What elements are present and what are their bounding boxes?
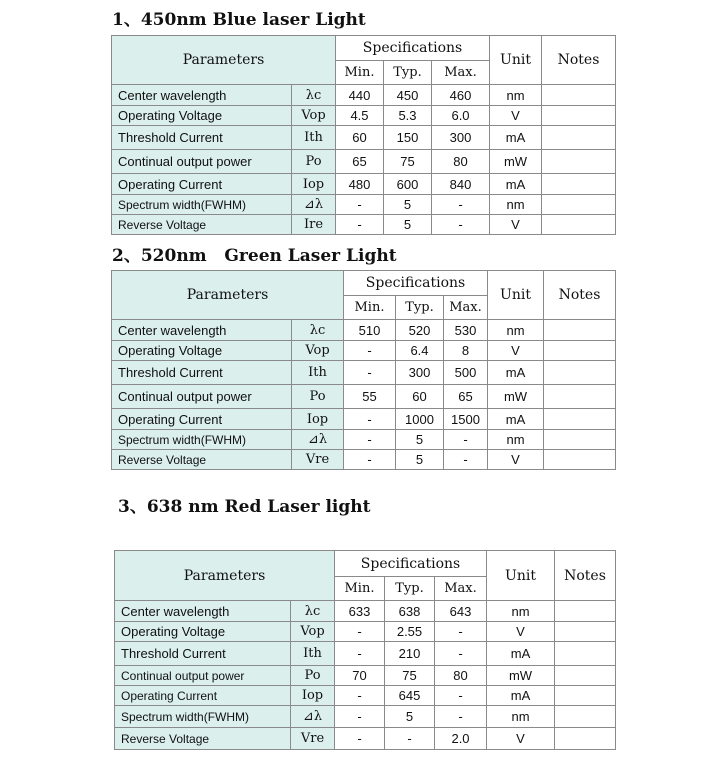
- table-row: [115, 666, 616, 686]
- value-typ: 2.55: [385, 622, 435, 642]
- value-min: -: [344, 450, 396, 470]
- param-name: Reverse Voltage: [112, 215, 292, 235]
- value-typ: 60: [396, 385, 444, 409]
- value-typ: 520: [396, 320, 444, 341]
- value-notes: [542, 126, 616, 150]
- param-symbol: Po: [292, 385, 344, 409]
- value-max: 2.0: [435, 728, 487, 750]
- section-title-blue: 1、450nm Blue laser Light: [112, 10, 366, 30]
- header-unit: Unit: [490, 36, 542, 85]
- value-max: 500: [444, 361, 488, 385]
- value-max: 80: [432, 150, 490, 174]
- value-max: 8: [444, 341, 488, 361]
- value-min: -: [335, 728, 385, 750]
- value-max: 65: [444, 385, 488, 409]
- value-min: 55: [344, 385, 396, 409]
- value-unit: mA: [487, 686, 555, 706]
- param-symbol: Ith: [292, 126, 336, 150]
- value-typ: 210: [385, 642, 435, 666]
- spec-table-green: [111, 270, 616, 470]
- value-min: 633: [335, 601, 385, 622]
- value-max: -: [432, 215, 490, 235]
- param-symbol: Vre: [291, 728, 335, 750]
- value-unit: mA: [490, 126, 542, 150]
- value-max: 300: [432, 126, 490, 150]
- value-max: 840: [432, 174, 490, 195]
- value-max: -: [435, 642, 487, 666]
- value-max: -: [435, 686, 487, 706]
- param-name: Spectrum width(FWHM): [112, 195, 292, 215]
- param-symbol: Vop: [291, 622, 335, 642]
- header-parameters: Parameters: [115, 551, 335, 601]
- value-max: 460: [432, 85, 490, 106]
- header-min: Min.: [335, 577, 385, 601]
- param-symbol: Ith: [291, 642, 335, 666]
- param-symbol: Po: [292, 150, 336, 174]
- value-typ: 450: [384, 85, 432, 106]
- value-max: 530: [444, 320, 488, 341]
- value-unit: nm: [490, 195, 542, 215]
- param-name: Operating Voltage: [115, 622, 291, 642]
- param-symbol: λc: [292, 85, 336, 106]
- param-name: Reverse Voltage: [112, 450, 292, 470]
- section-title-green: 2、520nm Green Laser Light: [112, 246, 397, 266]
- value-max: 6.0: [432, 106, 490, 126]
- value-min: 70: [335, 666, 385, 686]
- section-title-red: 3、638 nm Red Laser light: [118, 497, 371, 517]
- value-unit: mW: [488, 385, 544, 409]
- value-typ: 1000: [396, 409, 444, 430]
- value-unit: V: [487, 728, 555, 750]
- table-row: [112, 409, 616, 430]
- table-row: [112, 174, 616, 195]
- param-symbol: λc: [291, 601, 335, 622]
- param-name: Threshold Current: [112, 361, 292, 385]
- table-row: [115, 728, 616, 750]
- table-row: [112, 320, 616, 341]
- value-unit: nm: [490, 85, 542, 106]
- header-typ: Typ.: [384, 61, 432, 85]
- value-max: -: [444, 450, 488, 470]
- table-row: [112, 430, 616, 450]
- param-symbol: Ith: [292, 361, 344, 385]
- param-symbol: Vop: [292, 106, 336, 126]
- header-unit: Unit: [487, 551, 555, 601]
- param-name: Center wavelength: [112, 85, 292, 106]
- value-notes: [555, 622, 616, 642]
- value-notes: [542, 106, 616, 126]
- table-row: [115, 706, 616, 728]
- value-notes: [544, 320, 616, 341]
- value-min: 440: [336, 85, 384, 106]
- value-min: -: [344, 430, 396, 450]
- value-notes: [542, 150, 616, 174]
- table-row: [115, 622, 616, 642]
- value-unit: mA: [488, 409, 544, 430]
- param-symbol: Iop: [292, 174, 336, 195]
- value-unit: mA: [490, 174, 542, 195]
- value-min: -: [335, 642, 385, 666]
- table-row: [112, 195, 616, 215]
- param-name: Threshold Current: [115, 642, 291, 666]
- value-unit: V: [487, 622, 555, 642]
- param-name: Operating Voltage: [112, 106, 292, 126]
- param-symbol: Po: [291, 666, 335, 686]
- table-row: [112, 106, 616, 126]
- param-symbol: Vop: [292, 341, 344, 361]
- value-notes: [544, 450, 616, 470]
- value-min: -: [336, 195, 384, 215]
- value-typ: 5: [384, 215, 432, 235]
- param-symbol: Ire: [292, 215, 336, 235]
- value-max: 643: [435, 601, 487, 622]
- param-symbol: ⊿λ: [292, 430, 344, 450]
- table-row: [112, 150, 616, 174]
- value-unit: V: [488, 341, 544, 361]
- value-max: 80: [435, 666, 487, 686]
- value-min: 4.5: [336, 106, 384, 126]
- value-typ: 5: [384, 195, 432, 215]
- table-row: [115, 642, 616, 666]
- param-name: Spectrum width(FWHM): [112, 430, 292, 450]
- value-typ: 5: [396, 430, 444, 450]
- value-typ: -: [385, 728, 435, 750]
- param-name: Continual output power: [112, 150, 292, 174]
- header-parameters: Parameters: [112, 36, 336, 85]
- value-max: -: [432, 195, 490, 215]
- header-specifications: Specifications: [344, 271, 488, 296]
- value-typ: 75: [385, 666, 435, 686]
- value-typ: 150: [384, 126, 432, 150]
- param-name: Operating Voltage: [112, 341, 292, 361]
- param-symbol: ⊿λ: [291, 706, 335, 728]
- value-notes: [542, 215, 616, 235]
- param-name: Center wavelength: [112, 320, 292, 341]
- value-unit: mA: [487, 642, 555, 666]
- param-name: Operating Current: [115, 686, 291, 706]
- value-min: -: [335, 686, 385, 706]
- value-min: 60: [336, 126, 384, 150]
- header-notes: Notes: [555, 551, 616, 601]
- table-row: [112, 126, 616, 150]
- param-name: Threshold Current: [112, 126, 292, 150]
- table-row: [112, 341, 616, 361]
- value-unit: nm: [487, 706, 555, 728]
- table-row: [112, 85, 616, 106]
- value-notes: [555, 642, 616, 666]
- header-specifications: Specifications: [335, 551, 487, 577]
- value-notes: [555, 601, 616, 622]
- value-typ: 75: [384, 150, 432, 174]
- value-notes: [544, 341, 616, 361]
- value-min: 510: [344, 320, 396, 341]
- header-notes: Notes: [544, 271, 616, 320]
- param-name: Reverse Voltage: [115, 728, 291, 750]
- header-notes: Notes: [542, 36, 616, 85]
- value-typ: 5: [385, 706, 435, 728]
- value-typ: 5: [396, 450, 444, 470]
- value-min: -: [335, 706, 385, 728]
- value-unit: V: [490, 106, 542, 126]
- param-name: Continual output power: [115, 666, 291, 686]
- param-name: Continual output power: [112, 385, 292, 409]
- header-max: Max.: [432, 61, 490, 85]
- header-unit: Unit: [488, 271, 544, 320]
- header-min: Min.: [336, 61, 384, 85]
- param-symbol: ⊿λ: [292, 195, 336, 215]
- value-min: -: [335, 622, 385, 642]
- param-name: Center wavelength: [115, 601, 291, 622]
- param-name: Operating Current: [112, 174, 292, 195]
- value-typ: 638: [385, 601, 435, 622]
- table-row: [112, 450, 616, 470]
- table-row: [115, 601, 616, 622]
- value-unit: V: [488, 450, 544, 470]
- header-min: Min.: [344, 296, 396, 320]
- value-unit: nm: [488, 430, 544, 450]
- value-notes: [544, 385, 616, 409]
- value-notes: [544, 430, 616, 450]
- value-max: -: [444, 430, 488, 450]
- param-symbol: Iop: [292, 409, 344, 430]
- value-typ: 5.3: [384, 106, 432, 126]
- value-notes: [544, 361, 616, 385]
- value-notes: [555, 666, 616, 686]
- value-typ: 600: [384, 174, 432, 195]
- value-notes: [555, 686, 616, 706]
- value-notes: [542, 85, 616, 106]
- value-typ: 300: [396, 361, 444, 385]
- spec-table-red: [114, 550, 616, 750]
- header-max: Max.: [444, 296, 488, 320]
- table-row: [112, 215, 616, 235]
- value-notes: [555, 706, 616, 728]
- value-unit: mA: [488, 361, 544, 385]
- param-name: Operating Current: [112, 409, 292, 430]
- header-typ: Typ.: [396, 296, 444, 320]
- header-typ: Typ.: [385, 577, 435, 601]
- value-min: 480: [336, 174, 384, 195]
- param-name: Spectrum width(FWHM): [115, 706, 291, 728]
- value-max: -: [435, 706, 487, 728]
- spec-table-blue: [111, 35, 616, 235]
- value-notes: [542, 195, 616, 215]
- value-unit: mW: [487, 666, 555, 686]
- header-specifications: Specifications: [336, 36, 490, 61]
- header-max: Max.: [435, 577, 487, 601]
- param-symbol: Vre: [292, 450, 344, 470]
- param-symbol: Iop: [291, 686, 335, 706]
- value-typ: 6.4: [396, 341, 444, 361]
- value-notes: [544, 409, 616, 430]
- value-min: -: [344, 361, 396, 385]
- value-notes: [542, 174, 616, 195]
- value-typ: 645: [385, 686, 435, 706]
- value-max: 1500: [444, 409, 488, 430]
- table-row: [115, 686, 616, 706]
- value-unit: V: [490, 215, 542, 235]
- value-min: -: [336, 215, 384, 235]
- value-min: 65: [336, 150, 384, 174]
- value-min: -: [344, 409, 396, 430]
- value-unit: mW: [490, 150, 542, 174]
- value-min: -: [344, 341, 396, 361]
- param-symbol: λc: [292, 320, 344, 341]
- table-row: [112, 361, 616, 385]
- value-unit: nm: [487, 601, 555, 622]
- value-notes: [555, 728, 616, 750]
- value-unit: nm: [488, 320, 544, 341]
- table-row: [112, 385, 616, 409]
- header-parameters: Parameters: [112, 271, 344, 320]
- value-max: -: [435, 622, 487, 642]
